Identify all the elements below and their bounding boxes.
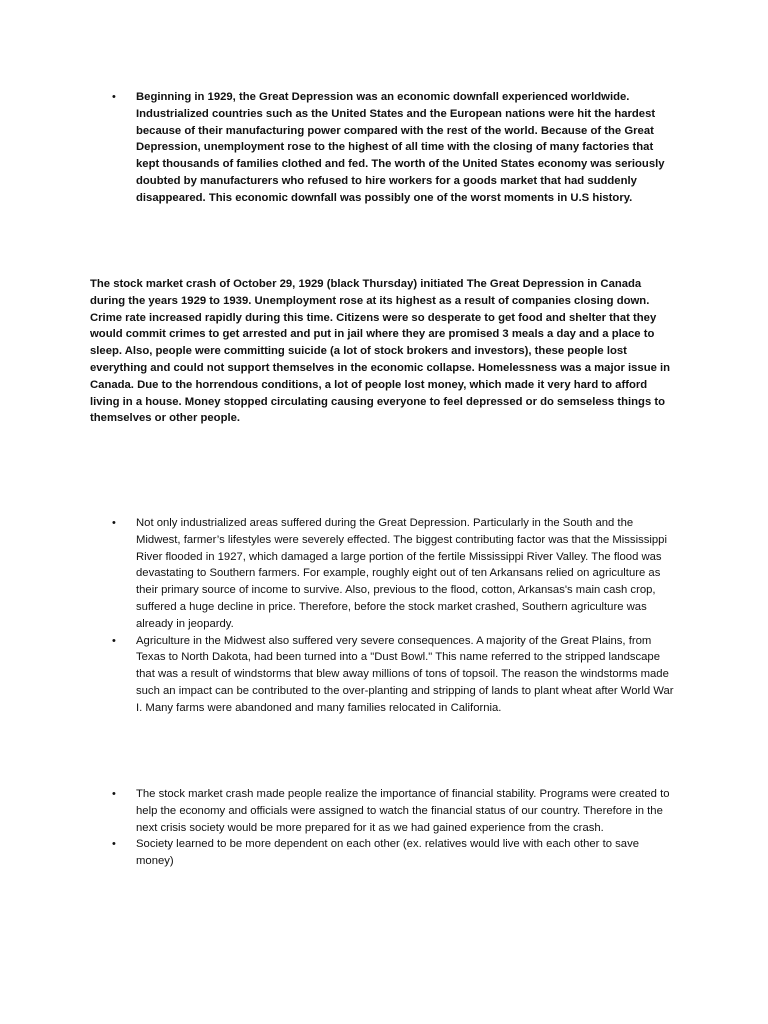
- list-item: [0, 786, 768, 836]
- bullet-icon: •: [112, 91, 116, 103]
- list-item: [0, 89, 768, 207]
- bullet-icon: •: [112, 517, 116, 529]
- bullet-text: Not only industrialized areas suffered during the Great Depression. Particularly in the South and the Midwest, farmer’s lifestyles were severely effected. The biggest contributing factor was that the Mississippi River flooded in 1927, which damaged a large portion of the fertile Mississippi River Valley. The flood was devastating to Southern farmers. For example, roughly eight out of ten Arkansans relied on agriculture as their primary source of income to survive. Also, previous to the flood, cotton, Arkansas's main cash crop, suffered a huge decline in price. Therefore, before the stock market crashed, Southern agriculture was already in jeopardy.: [136, 517, 667, 630]
- section-world-depression: [0, 89, 768, 207]
- bullet-text: Agriculture in the Midwest also suffered very severe consequences. A majority of the Great Plains, from Texas to North Dakota, had been turned into a "Dust Bowl." This name referred to the stripped landscape that was a result of windstorms that blew away millions of tons of topsoil. The reason the windstorms made such an impact can be contributed to the over-planting and stripping of lands to plant wheat after World War I. Many farms were abandoned and many families relocated in California.: [136, 634, 674, 714]
- bullet-text: The stock market crash made people realize the importance of financial stability. Programs were created to help the economy and officials were assigned to watch the financial status of our country. Therefore in the next crisis society would be more prepared for it as we had gained experience from the crash.: [136, 788, 670, 834]
- bullet-text: Beginning in 1929, the Great Depression was an economic downfall experienced worldwide. Industrialized countries such as the United States and the European nations were hit the hardest because of their manufacturing power compared with the rest of the world. Because of the Great Depression, unemployment rose to the highest of all time with the closing of many factories that kept thousands of families clothed and fed. The worth of the United States economy was seriously doubted by manufacturers who refused to hire workers for a goods market that had suddenly disappeared. This economic downfall was possibly one of the worst moments in U.S history.: [136, 91, 665, 204]
- list-item: [0, 515, 768, 633]
- section-lessons: [0, 786, 768, 870]
- bullet-text: Society learned to be more dependent on each other (ex. relatives would live with each other to save money): [136, 838, 640, 868]
- bullet-icon: •: [112, 838, 116, 851]
- list-item: [0, 836, 768, 870]
- paragraph-canada: The stock market crash of October 29, 1929 (black Thursday) initiated The Great Depression in Canada during the years 1929 to 1939. Unemployment rose at its highest as a result of companies closing down. Crime rate increased rapidly during this time. Citizens were so desperate to get food and shelter that they would commit crimes to get arrested and put in jail where they are promised 3 meals a day and a place to sleep. Also, people were committing suicide (a lot of stock brokers and investors), these people lost everything and could not support themselves in the economic collapse. Homelessness was a major issue in Canada. Due to the horrendous conditions, a lot of people lost money, which made it very hard to afford living in a house. Money stopped circulating causing everyone to feel depressed or do semseless things to themselves or other people.: [90, 278, 671, 425]
- bullet-icon: •: [112, 634, 116, 647]
- section-agriculture: [0, 515, 768, 717]
- bullet-icon: •: [112, 788, 116, 800]
- list-item: [0, 633, 768, 717]
- section-canada-depression: [0, 276, 768, 427]
